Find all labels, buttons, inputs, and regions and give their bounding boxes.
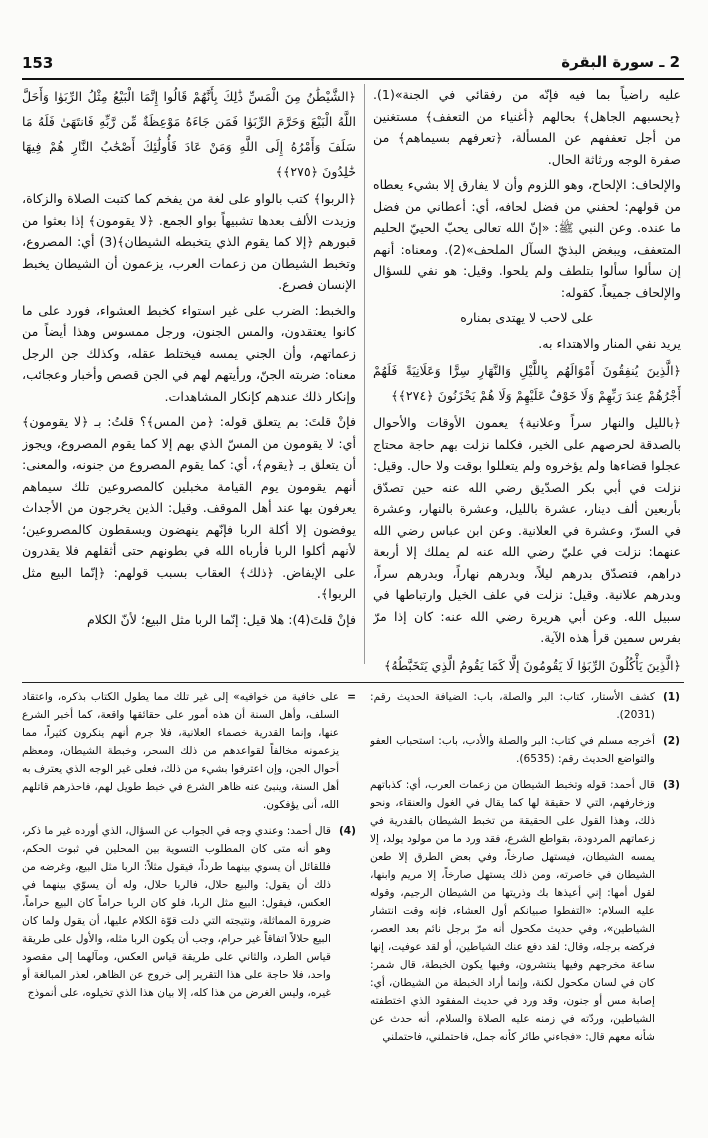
footnote [22,688,356,814]
paragraph: ﴿بالليل والنهار سراً وعلانية﴾ يعمون الأوقات والأحوال بالصدقة لحرصهم على الخير، فكلما نزلت بهم حاجة محتاج عجلوا قضاءها ولم يؤخروه ولم يتعللوا بوقت ولا حال. وقيل: نزلت في أبي بكر الصدّيق رضي الله عنه حين تصدّق بأربعين ألف دينار، عشرة بالليل، وعشرة بالنهار، وعشرة في السرّ، وعشرة في العلانية. وعن ابن عباس رضي الله عنهما: نزلت في عليّ رضي الله عنه لم يملك إلا أربعة دراهم، فتصدّق بدرهم ليلاً، وبدرهم نهاراً، وبدرهم سراً، وبدرهم علانية. وقيل: نزلت في علف الخيل وارتباطها في سبيل الله. وعن أبي هريرة رضي الله عنه: كان إذا مرّ بفرس سمين قرأ هذه الآية. [373,415,681,645]
footnote [370,732,680,768]
footnote-number: (2) [662,735,680,747]
footnotes-right-column [370,688,680,1098]
left-text-column [22,84,356,674]
right-text-column [373,84,681,674]
paragraph: فإنْ قلتَ(4): هلا قيل: إنّما الربا مثل البيع؛ لأنّ الكلام [86,611,356,627]
footnote-rule [22,682,684,683]
footnote-number: (4) [338,825,356,837]
footnote-text: أخرجه مسلم في كتاب: البر والصلة والأدب، باب: استحباب العفو والتواضع الحديث رقم: (6535). [370,735,655,765]
paragraph: والخبط: الضرب على غير استواء كخبط العشواء، فورد على ما كانوا يعتقدون، والمس الجنون، ورجل ممسوس وهذا أيضاً من زعماتهم، وأن الجني يمسه فيختلط عقله، وكذلك جن الرجل معناه: ضربته الجنّ، ورأيتهم لهم في الجن قصص وأخبار وعجائب، وإنكار ذلك عندهم كإنكار المشاهدات. [22,302,356,404]
page-number: 153 [22,54,54,72]
paragraph: عليه راضياً بما فيه فإنّه من رفقائي في الجنة»(1). ﴿يحسبهم الجاهل﴾ بحالهم ﴿أغنياء من التعفف﴾ مستغنين من أجل تعففهم عن المسألة، ﴿تعرفهم بسيماهم﴾ من صفرة الوجه ورثاثة الحال. [373,87,681,167]
footnote-text: قال أحمد: وعندي وجه في الجواب عن السؤال، الذي أورده غير ما ذكر، وهو أنه متى كان المطلوب التسوية بين المحلين في ثبوت الحكم، فللقائل أن يسوي بينهما طرداً، فيقول مثلاً: الربا مثل البيع، وغرضه من ذلك أن يقول: والبيع حلال، فالربا حلال، وله أن يسوّي بينهما في العكس، فيقول: البيع مثل الربا، فلو كان الربا حراماً كان البيع حراماً، ضرورة المماثلة، ونتيجته التي دلت قوّة الكلام عليها، أن يقول ولما كان البيع حلالاً اتفاقاً غير حرام، وجب أن يكون الربا مثله، والأول على طريقة قياس الطرد، والثاني على طريقة قياس العكس، ومآلهما إلى مقصود واحد، فلا حاجة على هذا التقرير إلى خروج عن الظاهر، لعذر المبالغة أو غيره، وليس الغرض من هذا كله، إلا بيان هذا الذي تخيلوه، على أنموذج [22,825,331,999]
paragraph: ﴿الربوا﴾ كتب بالواو على لغة من يفخم كما كتبت الصلاة والزكاة، وزيدت الألف بعدها تشبيهاً بواو الجمع. ﴿لا يقومون﴾ إذا بعثوا من قبورهم ﴿إلا كما يقوم الذي يتخبطه الشيطان﴾(3) أي: المصروع، وتخبط الشيطان من زعمات العرب، يزعمون أن الشيطان يخبط الإنسان فصرع. [22,191,356,292]
quran-verse: ﴿الَّذِينَ يَأْكُلُونَ الرِّبَوٰا لَا يَقُومُونَ إِلَّا كَمَا يَقُومُ الَّذِي يَتَخَبَّطُهُ﴾ [383,657,681,673]
paragraph: والإلحاف: الإلحاح، وهو اللزوم وأن لا يفارق إلا بشيء يعطاه من قولهم: لحفني من فضل لحافه، أي: أعطاني من فضل ما عنده. وعن النبي ﷺ: «إنّ الله تعالى يحبّ الحييّ الحليم المتعفف، ويبغض البذيّ السآل الملحف»(2). ومعناه: أنهم إن سألوا سألوا بتلطف ولم يلحوا. وقيل: هو نفي للسؤال والإلحاف جميعاً. كقوله: [373,177,681,300]
poetry-verse: على لاحب لا يهتدى بمناره [460,310,594,325]
footnote [370,688,680,724]
footnote-text: قال أحمد: قوله وتخبط الشيطان من زعمات العرب، أي: كذباتهم وزخارفهم، التي لا حقيقة لها كما يقال في الغول والعنقاء، ونحو ذلك، وهذا القول على الحقيقة من تخبط الشيطان بالقدرية في زعماتهم المردودة، بقواطع الشرع، فقد ورد ما من مولود يولد، إلا يمسه الشيطان، فيستهل صارخاً، وفي بعض الطرق إلا طعن الشيطان في خاصرته، ومن ذلك يستهل صارخاً، إلا مريم وابنها، لقول أمها: إني أعيذها بك وذريتها من الشيطان الرجيم، وقوله عليه السلام: «التفطوا صبيانكم أول العشاء، فإنه وقت انتشار الشياطين»، وفي حديث مكحول أنه مرّ برجل نائم بعد العصر، فركضه برجله، وقال: لقد دفع عنك الشياطين، أو لقد عوفيت، إنها ساعة مخرجهم وفيها ينتشرون، وفيها يكون الخبطة، قال شمر: كان في لسان مكحول لكنة، وإنما أراد الخبطة من الشيطان، أي: إصابة مس أو جنون، وقد ورد في حديث المفقود الذي اختطفته الشياطين، وردّته في زمنه عليه الصلاة والسلام، أنه حدث عن شأنه معهم قال: «فجاءني طائر كأنه جمل، فاحتملني، فاحتملني [370,779,655,1043]
column-divider [364,84,365,664]
running-head: 2 ـ سورة البقرة [561,53,680,71]
footnote-number: = [347,691,356,703]
page-header [22,52,680,76]
footnote [370,776,680,1046]
header-rule [22,78,684,80]
footnotes-left-column [22,688,356,1098]
paragraph: يريد نفي المنار والاهتداء به. [538,335,681,351]
footnote [22,822,356,1002]
quran-verse: ﴿الشَّيْطَٰنُ مِنَ الْمَسِّ ذَٰلِكَ بِأَنَّهُمْ قَالُوا إِنَّمَا الْبَيْعُ مِثْلُ الرِّبَوٰا وَأَحَلَّ اللَّهُ الْبَيْعَ وَحَرَّمَ الرِّبَوٰا فَمَن جَاءَهُ مَوْعِظَةٌ مِّن رَّبِّهِ فَانتَهَىٰ فَلَهُ مَا سَلَفَ وَأَمْرُهُ إِلَى اللَّهِ وَمَنْ عَادَ فَأُولَٰئِكَ أَصْحَٰبُ النَّارِ هُمْ فِيهَا خَٰلِدُونَ ﴿٢٧٥﴾﴾ [22,89,356,179]
quran-verse: ﴿الَّذِينَ يُنفِقُونَ أَمْوَالَهُم بِاللَّيْلِ وَالنَّهَارِ سِرًّا وَعَلَانِيَةً فَلَهُمْ أَجْرُهُمْ عِندَ رَبِّهِمْ وَلَا خَوْفٌ عَلَيْهِمْ وَلَا هُمْ يَحْزَنُونَ ﴿٢٧٤﴾﴾ [373,363,681,403]
footnote-number: (1) [662,691,680,703]
footnote-text: على خافية من خوافيه» إلى غير تلك مما يطول الكتاب بذكره، واعتقاد السلف، وأهل السنة أن هذه أمور على حقائقها واقعة، كما أخبر الشرع عنها، وإنما القدرية خصماء العلانية، فلا جرم أنهم ينكرون كثيراً، مما يزعمونه مخالفاً لقواعدهم من ذلك السحر، وخبطة الشيطان، ومعظم أحوال الجن، وإن اعترفوا بشيء من ذلك، فعلى غير الوجه الذي يعترف به أهل السنة، وينبئ عنه ظاهر الشرع في خبط طويل لهم، فاحذرهم قاتلهم الله، أنى يؤفكون. [22,691,340,811]
footnote-number: (3) [662,779,680,791]
footnote-text: كشف الأستار، كتاب: البر والصلة، باب: الضيافة الحديث رقم: (2031). [370,691,655,721]
paragraph: فإنْ قلتَ: بم يتعلق قوله: ﴿من المس﴾؟ قلتُ: بـ ﴿لا يقومون﴾ أي: لا يقومون من المسّ الذي بهم إلا كما يقوم المصروع، ويجوز أن يتعلق بـ ﴿يقوم﴾، أي: كما يقوم المصروع من جنونه، والمعنى: أنهم يقومون يوم القيامة مخبلين كالمصروعين تلك سيماهم يعرفون بها عند أهل الموقف. وقيل: الذين يخرجون من الأجداث يوفضون إلا أكلة الربا فإنّهم ينهضون ويسقطون كالمصروعين؛ لأنهم أكلوا الربا فأرباه الله في بطونهم حتى أثقلهم فلا يقدرون على الإيفاض. ﴿ذلك﴾ العقاب بسبب قولهم: ﴿إنّما البيع مثل الربوا﴾. [22,414,356,601]
